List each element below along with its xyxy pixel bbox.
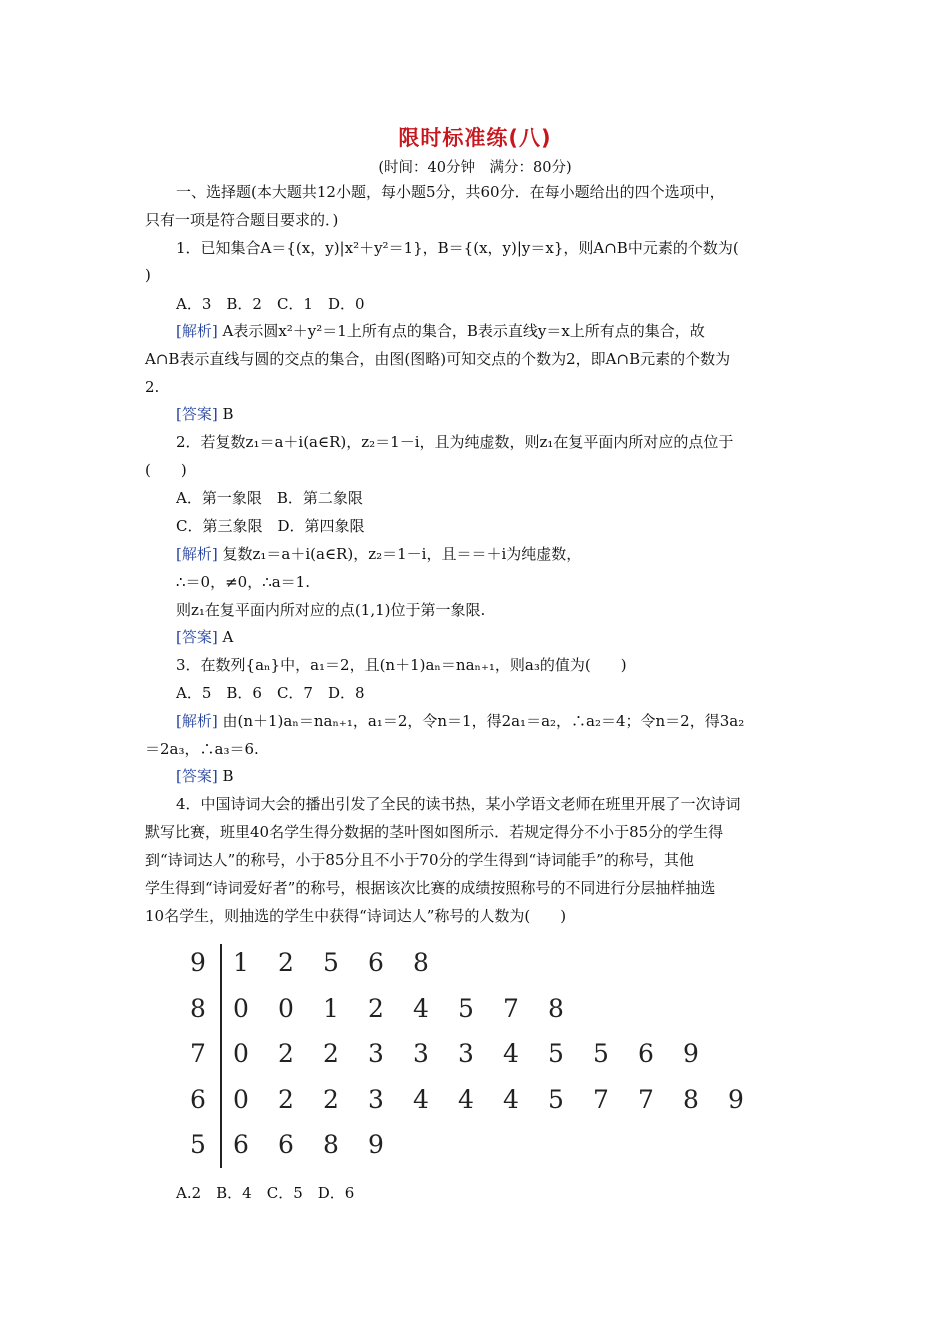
page-title: 限时标准练(八) — [398, 126, 552, 150]
leaf-value: 0 — [233, 1084, 249, 1114]
q2-analysis-line-1 — [176, 544, 581, 564]
leaf-value: 3 — [458, 1039, 474, 1068]
leaf-value: 3 — [368, 1084, 384, 1114]
q3-analysis-line-2: ＝2a₃，∴a₃＝6. — [145, 740, 259, 758]
q1-options: A．3 B．2 C．1 D．0 — [176, 295, 365, 313]
q3-options: A．5 B．6 C．7 D．8 — [176, 684, 365, 702]
leaf-value: 9 — [683, 1039, 699, 1068]
leaf-value: 5 — [458, 993, 474, 1023]
leaf-value: 8 — [323, 1130, 339, 1159]
leaf-value: 0 — [278, 993, 294, 1023]
answer-tag: [答案] — [176, 628, 218, 646]
leaf-value: 0 — [233, 993, 249, 1023]
q1-analysis-line-2: A∩B表示直线与圆的交点的集合，由图(图略)可知交点的个数为2，即A∩B元素的个数为 — [145, 350, 731, 368]
leaf-value: 9 — [728, 1084, 744, 1114]
q4-stem-line-4: 学生得到“诗词爱好者”的称号，根据该次比赛的成绩按照称号的不同进行分层抽样抽选 — [145, 879, 716, 897]
stem-and-leaf-plot — [180, 940, 800, 1170]
stem-row — [180, 1085, 800, 1125]
leaf-value: 2 — [368, 993, 384, 1023]
stem-value: 5 — [190, 1130, 206, 1159]
q1-stem-line-1: 1．已知集合A＝{(x，y)|x²＋y²＝1}，B＝{(x，y)|y＝x}，则A∩B中元素的个数为( — [176, 239, 739, 257]
stem-value: 8 — [190, 993, 206, 1023]
q1-answer-value: B — [222, 405, 234, 423]
stem-row — [180, 1039, 800, 1079]
q3-analysis-line-1 — [176, 711, 744, 731]
leaf-value: 8 — [413, 948, 429, 977]
q2-options-2: C．第三象限 D．第四象限 — [176, 517, 365, 535]
leaf-value: 4 — [503, 1039, 519, 1068]
stem-row — [180, 1130, 800, 1170]
leaf-value: 3 — [368, 1039, 384, 1068]
q1-answer — [176, 404, 234, 424]
leaf-value: 6 — [278, 1130, 294, 1159]
q2-answer-value: A — [222, 628, 234, 646]
leaf-value: 4 — [503, 1084, 519, 1114]
leaf-value: 2 — [278, 948, 294, 977]
leaf-value: 0 — [233, 1039, 249, 1068]
q1-stem-line-2: ) — [145, 266, 151, 284]
leaf-value: 4 — [413, 993, 429, 1023]
leaf-value: 2 — [278, 1084, 294, 1114]
analysis-tag: [解析] — [176, 322, 218, 340]
leaf-value: 7 — [593, 1084, 609, 1114]
leaf-value: 6 — [638, 1039, 654, 1068]
q3-answer-value: B — [222, 767, 234, 785]
q2-options-1: A．第一象限 B．第二象限 — [176, 489, 363, 507]
leaf-value: 1 — [323, 993, 339, 1023]
answer-tag: [答案] — [176, 767, 218, 785]
leaf-value: 8 — [548, 993, 564, 1023]
q4-stem-line-2: 默写比赛，班里40名学生得分数据的茎叶图如图所示．若规定得分不小于85分的学生得 — [145, 823, 724, 841]
time-score-note: (时间：40分钟 满分：80分) — [378, 160, 572, 176]
leaf-value: 9 — [368, 1130, 384, 1159]
leaf-value: 5 — [323, 948, 339, 977]
leaf-value: 3 — [413, 1039, 429, 1068]
leaf-value: 6 — [233, 1130, 249, 1159]
q3-answer — [176, 766, 234, 786]
analysis-tag: [解析] — [176, 712, 218, 730]
leaf-value: 5 — [593, 1039, 609, 1068]
stem-row — [180, 948, 800, 988]
q4-stem-line-5: 10名学生，则抽选的学生中获得“诗词达人”称号的人数为( ) — [145, 907, 567, 925]
q2-stem-line-2: ( ) — [145, 461, 187, 479]
section-instructions-line-2: 只有一项是符合题目要求的．) — [145, 211, 339, 229]
leaf-value: 4 — [458, 1084, 474, 1114]
q2-answer — [176, 627, 233, 647]
q4-stem-line-1: 4．中国诗词大会的播出引发了全民的读书热，某小学语文老师在班里开展了一次诗词 — [176, 795, 741, 813]
leaf-value: 5 — [548, 1039, 564, 1068]
q1-analysis-line-3: 2. — [145, 378, 160, 396]
q3-stem: 3．在数列{aₙ}中，a₁＝2，且(n＋1)aₙ＝naₙ₊₁，则a₃的值为( ) — [176, 656, 627, 674]
stem-value: 9 — [190, 948, 206, 977]
answer-tag: [答案] — [176, 405, 218, 423]
leaf-value: 1 — [233, 948, 249, 977]
q2-analysis-text-1: 复数z₁＝a＋i(a∈R)，z₂＝1－i，且＝＝＋i为纯虚数， — [222, 545, 582, 563]
q4-options: A.2 B．4 C．5 D．6 — [176, 1184, 355, 1202]
stem-value: 7 — [190, 1039, 206, 1068]
leaf-value: 6 — [368, 948, 384, 977]
leaf-value: 7 — [503, 993, 519, 1023]
leaf-value: 4 — [413, 1084, 429, 1114]
leaf-value: 2 — [278, 1039, 294, 1068]
leaf-value: 8 — [683, 1084, 699, 1114]
q1-analysis-line-1 — [176, 321, 705, 341]
q2-analysis-line-3: 则z₁在复平面内所对应的点(1,1)位于第一象限. — [176, 601, 486, 619]
q4-stem-line-3: 到“诗词达人”的称号，小于85分且不小于70分的学生得到“诗词能手”的称号，其他 — [145, 851, 694, 869]
leaf-value: 2 — [323, 1084, 339, 1114]
stem-value: 6 — [190, 1084, 206, 1114]
q2-analysis-line-2: ∴＝0，≠0，∴a＝1. — [176, 573, 310, 591]
q3-analysis-text-1: 由(n＋1)aₙ＝naₙ₊₁，a₁＝2，令n＝1，得2a₁＝a₂，∴a₂＝4；令n＝2，得3a₂ — [222, 712, 745, 730]
leaf-value: 7 — [638, 1084, 654, 1114]
stem-row — [180, 994, 800, 1034]
q1-analysis-text-1: A表示圆x²＋y²＝1上所有点的集合，B表示直线y＝x上所有点的集合，故 — [222, 322, 705, 340]
analysis-tag: [解析] — [176, 545, 218, 563]
leaf-value: 2 — [323, 1039, 339, 1068]
q2-stem-line-1: 2．若复数z₁＝a＋i(a∈R)，z₂＝1－i，且为纯虚数，则z₁在复平面内所对应的点位于 — [176, 433, 734, 451]
leaf-value: 5 — [548, 1084, 564, 1114]
section-instructions-line-1: 一、选择题(本大题共12小题，每小题5分，共60分．在每小题给出的四个选项中， — [176, 183, 725, 201]
